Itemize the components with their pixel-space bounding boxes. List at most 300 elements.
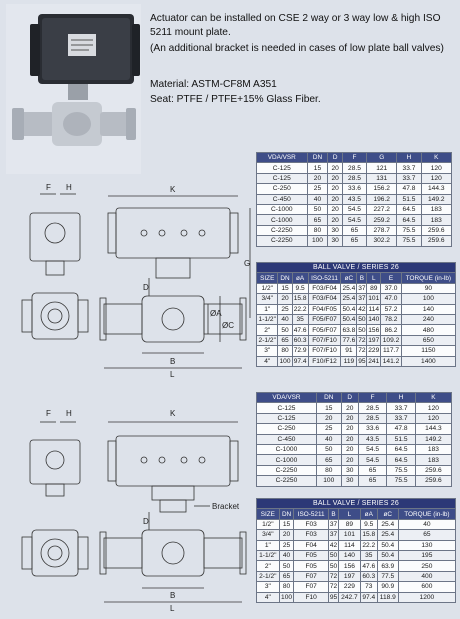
table-header-row bbox=[257, 153, 452, 163]
table-cell: 37.0 bbox=[381, 283, 401, 293]
table-cell: 2" bbox=[257, 561, 280, 571]
table-cell: 1" bbox=[257, 304, 278, 314]
table-cell: 50 bbox=[279, 561, 294, 571]
table-cell: 259.6 bbox=[415, 476, 451, 486]
table-cell: 650 bbox=[401, 335, 455, 345]
table-cell: 197 bbox=[339, 571, 361, 581]
table-cell: C-1000 bbox=[257, 444, 317, 454]
table-cell: 57.2 bbox=[381, 304, 401, 314]
table-row bbox=[257, 413, 452, 423]
table-cell: C-1000 bbox=[257, 215, 308, 225]
table-cell: 30 bbox=[341, 476, 358, 486]
table-cell: 400 bbox=[398, 571, 455, 581]
table-cell: 100 bbox=[401, 294, 455, 304]
table-body bbox=[257, 519, 456, 602]
label-B-2: B bbox=[170, 591, 176, 600]
table-cell: 20 bbox=[328, 194, 343, 204]
column-header: SIZE bbox=[257, 509, 280, 519]
table-cell: 195 bbox=[398, 550, 455, 560]
table-cell: 64.5 bbox=[387, 444, 416, 454]
table-row bbox=[257, 444, 452, 454]
table-cell: 30 bbox=[328, 225, 343, 235]
table-row bbox=[257, 204, 452, 214]
table-body bbox=[257, 163, 452, 246]
table-cell: 22.2 bbox=[360, 540, 377, 550]
column-header: ISO-5211 bbox=[308, 273, 341, 283]
table-cell: 1-1/2" bbox=[257, 314, 278, 324]
table-cell: F07 bbox=[294, 582, 328, 592]
table-cell: 90.9 bbox=[377, 582, 398, 592]
column-header: E bbox=[381, 273, 401, 283]
table-cell: 141.2 bbox=[382, 357, 400, 365]
column-header: VDA/VSR bbox=[257, 153, 308, 163]
table-cell: 250 bbox=[398, 561, 455, 571]
table-cell: 15.8 bbox=[360, 530, 377, 540]
table-cell: F05/F07 bbox=[308, 325, 341, 335]
table-row bbox=[257, 215, 452, 225]
table-cell: 60.3 bbox=[360, 571, 377, 581]
table-cell: 20 bbox=[279, 530, 294, 540]
table-cell: 100 bbox=[316, 476, 341, 486]
table-cell: 25 bbox=[279, 540, 294, 550]
table-cell: 65 bbox=[342, 236, 366, 246]
table-cell: 65 bbox=[398, 530, 455, 540]
table-cell: 15 bbox=[307, 163, 328, 173]
table-row bbox=[257, 294, 456, 304]
intro-line-3: (An additional bracket is needed in cases of low plate ball valves) bbox=[150, 43, 444, 54]
table-cell: 50 bbox=[358, 326, 366, 334]
table-cell: 20 bbox=[328, 204, 343, 214]
seat-text: Seat: PTFE / PTFE+15% Glass Fiber. bbox=[150, 94, 321, 105]
table-cell: F05 bbox=[294, 550, 328, 560]
table-cell: C-450 bbox=[257, 434, 317, 444]
table-cell: 40 bbox=[316, 434, 341, 444]
table-cell: 140 bbox=[401, 304, 455, 314]
column-header: DN bbox=[278, 273, 292, 283]
table-cell: 20 bbox=[341, 455, 358, 465]
column-header: F bbox=[342, 153, 366, 163]
table-cell: 40 bbox=[278, 314, 292, 324]
table-cell: 37 bbox=[358, 284, 366, 292]
table-cell: 20 bbox=[341, 403, 358, 413]
label-H-2: H bbox=[66, 409, 72, 418]
table-cell: 25.4 bbox=[342, 295, 356, 303]
table-cell: 278.7 bbox=[366, 225, 396, 235]
table-cell: 91 bbox=[341, 346, 357, 356]
table-cell: 25.4 bbox=[342, 284, 356, 292]
table-cell: 20 bbox=[278, 294, 292, 304]
table-cell: 42 bbox=[358, 305, 366, 313]
table-cell: 1/2" bbox=[257, 519, 280, 529]
table-cell: 47.6 bbox=[360, 561, 377, 571]
column-header: F bbox=[358, 393, 387, 403]
table-cell: 183 bbox=[421, 215, 452, 225]
table-row bbox=[257, 582, 456, 592]
table-row bbox=[257, 173, 452, 183]
table-cell: 47.8 bbox=[397, 184, 421, 194]
table-cell: 65 bbox=[342, 225, 366, 235]
table-cell: 156.2 bbox=[366, 184, 396, 194]
table-cell: 25.4 bbox=[377, 530, 398, 540]
table-cell: 227.2 bbox=[366, 204, 396, 214]
table-cell: 1/2" bbox=[257, 283, 278, 293]
table-row bbox=[257, 194, 452, 204]
table-cell: 3" bbox=[257, 582, 280, 592]
table-row bbox=[257, 530, 456, 540]
table-cell: 33.7 bbox=[397, 163, 421, 173]
table-cell: 2-1/2" bbox=[257, 335, 278, 345]
table-row bbox=[257, 434, 452, 444]
table-cell: 72 bbox=[329, 572, 338, 580]
table-cell: 89 bbox=[339, 519, 361, 529]
table-cell: 77.6 bbox=[342, 336, 356, 344]
table-cell: 33.7 bbox=[397, 173, 421, 183]
table-cell: 89 bbox=[367, 283, 381, 293]
table-cell: 130 bbox=[398, 540, 455, 550]
table-cell: 22.2 bbox=[293, 305, 307, 313]
table-cell: 73 bbox=[360, 582, 377, 592]
column-header: H bbox=[387, 393, 416, 403]
table-cell: 65 bbox=[316, 455, 341, 465]
table-cell: 120 bbox=[415, 413, 451, 423]
table-cell: 25.4 bbox=[377, 519, 398, 529]
table-cell: 259.6 bbox=[421, 236, 452, 246]
table-cell: 100 bbox=[307, 236, 328, 246]
table-cell: C-1000 bbox=[257, 204, 308, 214]
table-cell: 100 bbox=[281, 593, 293, 601]
table-row bbox=[257, 346, 456, 356]
table-cell: 3/4" bbox=[257, 530, 280, 540]
ball-valve-table-2 bbox=[256, 498, 456, 603]
table-cell: 2-1/2" bbox=[257, 571, 280, 581]
table-cell: C-1000 bbox=[257, 455, 317, 465]
table-cell: 80 bbox=[278, 346, 292, 356]
table-cell: 28.5 bbox=[342, 163, 366, 173]
table-cell: C-2250 bbox=[257, 225, 308, 235]
table-cell: 1-1/2" bbox=[257, 550, 280, 560]
table-cell: C-125 bbox=[257, 163, 308, 173]
table-cell: 33.6 bbox=[342, 184, 366, 194]
table-cell: 117.7 bbox=[381, 346, 401, 356]
column-header: SIZE bbox=[257, 273, 278, 283]
table-cell: 50 bbox=[316, 444, 341, 454]
table-cell: 95 bbox=[358, 357, 366, 365]
table-row bbox=[257, 184, 452, 194]
table-cell: 156 bbox=[368, 326, 380, 334]
column-header: L bbox=[367, 273, 381, 283]
material-text: Material: ASTM-CF8M A351 bbox=[150, 79, 277, 90]
table-cell: F10/F12 bbox=[308, 356, 341, 366]
table-cell: F03 bbox=[294, 519, 328, 529]
table-cell: 15 bbox=[279, 519, 294, 529]
table-cell: C-125 bbox=[257, 173, 308, 183]
table-cell: 90 bbox=[401, 283, 455, 293]
table-cell: C-125 bbox=[257, 413, 317, 423]
table-row bbox=[257, 592, 456, 602]
table-cell: 30 bbox=[341, 465, 358, 475]
table-row bbox=[257, 561, 456, 571]
table-cell: 80 bbox=[279, 582, 294, 592]
table-row bbox=[257, 571, 456, 581]
column-header: K bbox=[415, 393, 451, 403]
table-cell: 100 bbox=[279, 357, 291, 365]
table-cell: 95 bbox=[329, 593, 338, 601]
table-cell: 47.6 bbox=[293, 326, 307, 334]
table-cell: 101 bbox=[339, 530, 361, 540]
column-header: H bbox=[397, 153, 421, 163]
table-cell: 51.5 bbox=[397, 194, 421, 204]
table-cell: 121 bbox=[366, 163, 396, 173]
column-header: øC bbox=[341, 273, 357, 283]
table-cell: 259.2 bbox=[366, 215, 396, 225]
table-cell: F04/F05 bbox=[308, 304, 341, 314]
table-cell: 600 bbox=[398, 582, 455, 592]
table-row bbox=[257, 403, 452, 413]
table-cell: 120 bbox=[421, 163, 452, 173]
table-row bbox=[257, 550, 456, 560]
table-cell: 241 bbox=[368, 357, 380, 365]
table-cell: 65 bbox=[278, 335, 292, 345]
table-cell: 15 bbox=[316, 403, 341, 413]
table-cell: 149.2 bbox=[421, 194, 452, 204]
table-cell: 144.3 bbox=[415, 424, 451, 434]
column-header: øA bbox=[292, 273, 308, 283]
label-L: L bbox=[170, 370, 175, 378]
table-cell: 1" bbox=[257, 540, 280, 550]
ball-valve-table-1 bbox=[256, 262, 456, 367]
table-row bbox=[257, 236, 452, 246]
table-cell: 72 bbox=[358, 347, 366, 355]
table-cell: 40 bbox=[398, 519, 455, 529]
table-cell: 60.3 bbox=[293, 336, 307, 344]
product-photo bbox=[6, 4, 141, 174]
table-cell: 80 bbox=[307, 225, 328, 235]
column-header: DN bbox=[279, 509, 294, 519]
table-cell: 156 bbox=[339, 561, 361, 571]
label-H: H bbox=[66, 183, 72, 192]
table-cell: F10 bbox=[294, 592, 328, 602]
table-cell: 1400 bbox=[401, 356, 455, 366]
table-cell: 20 bbox=[341, 413, 358, 423]
table-cell: 50.4 bbox=[342, 316, 356, 324]
column-header: TORQUE (in-lb) bbox=[398, 509, 455, 519]
table-cell: C-450 bbox=[257, 194, 308, 204]
table-cell: 54.5 bbox=[358, 444, 387, 454]
table-cell: 54.5 bbox=[342, 204, 366, 214]
table-cell: 65 bbox=[358, 465, 387, 475]
table-cell: 240 bbox=[401, 314, 455, 324]
table-cell: F07/F10 bbox=[308, 335, 341, 345]
column-header: B bbox=[357, 273, 367, 283]
table-cell: 259.6 bbox=[421, 225, 452, 235]
table-body bbox=[257, 403, 452, 486]
label-F: F bbox=[46, 183, 51, 192]
table-cell: 97.4 bbox=[360, 592, 377, 602]
intro-line-1: Actuator can be installed on CSE 2 way or 3 way low & high ISO bbox=[150, 13, 441, 24]
table-cell: 25 bbox=[307, 184, 328, 194]
table-cell: 114 bbox=[339, 540, 361, 550]
column-header: DN bbox=[307, 153, 328, 163]
actuator-table-2 bbox=[256, 392, 452, 487]
table-cell: 114 bbox=[368, 305, 380, 313]
table-cell: 242.7 bbox=[339, 592, 361, 602]
table-cell: 50 bbox=[329, 562, 338, 570]
column-header: VDA/VSR bbox=[257, 393, 317, 403]
table-cell: 118.9 bbox=[377, 592, 398, 602]
table-cell: C-250 bbox=[257, 424, 317, 434]
label-G: G bbox=[244, 259, 251, 268]
table-cell: 50 bbox=[358, 316, 366, 324]
table-row bbox=[257, 283, 456, 293]
table-cell: 33.7 bbox=[387, 413, 416, 423]
label-D-2: D bbox=[143, 517, 149, 526]
table-cell: F05/F07 bbox=[308, 314, 341, 324]
table-cell: 9.5 bbox=[360, 519, 377, 529]
table-cell: 35 bbox=[292, 314, 308, 324]
table-cell: 131 bbox=[366, 173, 396, 183]
label-phiC: ØC bbox=[222, 321, 234, 330]
table-row bbox=[257, 455, 452, 465]
table-cell: 40 bbox=[279, 550, 294, 560]
table-cell: 63.8 bbox=[342, 326, 356, 334]
table-cell: 197 bbox=[368, 336, 380, 344]
table-cell: 20 bbox=[328, 173, 343, 183]
table-cell: 75.5 bbox=[387, 476, 416, 486]
table-cell: 15 bbox=[278, 283, 292, 293]
table-cell: 65 bbox=[358, 476, 387, 486]
table-cell: 120 bbox=[415, 403, 451, 413]
table-cell: 1200 bbox=[398, 592, 455, 602]
intro-line-2: 5211 mount plate. bbox=[150, 27, 231, 38]
table-row bbox=[257, 335, 456, 345]
table-cell: 120 bbox=[421, 173, 452, 183]
table-cell: 20 bbox=[341, 424, 358, 434]
table-cell: 78.2 bbox=[381, 314, 401, 324]
table-cell: 1150 bbox=[401, 346, 455, 356]
table-cell: 28.5 bbox=[358, 413, 387, 423]
table-cell: 42 bbox=[329, 541, 338, 549]
column-header: B bbox=[328, 509, 338, 519]
table-cell: 51.5 bbox=[387, 434, 416, 444]
label-bracket: Bracket bbox=[212, 502, 240, 511]
table-cell: 302.2 bbox=[366, 236, 396, 246]
table-cell: 33.6 bbox=[358, 424, 387, 434]
table-cell: 47.0 bbox=[381, 294, 401, 304]
table-cell: 43.5 bbox=[358, 434, 387, 444]
table-body bbox=[257, 283, 456, 366]
column-header: øC bbox=[377, 509, 398, 519]
table-row bbox=[257, 225, 452, 235]
table-cell: 64.5 bbox=[387, 455, 416, 465]
table-cell: 50 bbox=[329, 552, 338, 560]
table-cell: 259.6 bbox=[415, 465, 451, 475]
table-cell: 65 bbox=[307, 215, 328, 225]
table-cell: 50.4 bbox=[377, 550, 398, 560]
label-D: D bbox=[143, 283, 149, 292]
table-cell: 97.4 bbox=[293, 357, 307, 365]
table-cell: 20 bbox=[341, 444, 358, 454]
column-header: DN bbox=[316, 393, 341, 403]
table-caption: BALL VALVE / SERIES 26 bbox=[257, 499, 456, 509]
column-header: ISO-5211 bbox=[294, 509, 328, 519]
table-row bbox=[257, 314, 456, 324]
table-cell: 229 bbox=[368, 347, 380, 355]
table-row bbox=[257, 163, 452, 173]
column-header: TORQUE (in-lb) bbox=[401, 273, 455, 283]
table-cell: 50 bbox=[307, 204, 328, 214]
table-header-row bbox=[257, 393, 452, 403]
actuator-table-1 bbox=[256, 152, 452, 247]
table-cell: 144.3 bbox=[421, 184, 452, 194]
table-cell: 9.5 bbox=[292, 283, 308, 293]
table-cell: 25 bbox=[278, 304, 292, 314]
table-cell: 2" bbox=[257, 325, 278, 335]
table-row bbox=[257, 476, 452, 486]
table-row bbox=[257, 424, 452, 434]
table-cell: 50.4 bbox=[342, 305, 356, 313]
table-caption: BALL VALVE / SERIES 26 bbox=[257, 263, 456, 273]
table-cell: F03 bbox=[294, 530, 328, 540]
table-row bbox=[257, 540, 456, 550]
table-cell: 25 bbox=[316, 424, 341, 434]
table-cell: 37 bbox=[329, 520, 338, 528]
table-cell: 72 bbox=[329, 583, 338, 591]
table-cell: 101 bbox=[368, 295, 380, 303]
table-cell: 480 bbox=[401, 325, 455, 335]
table-cell: 75.5 bbox=[397, 236, 421, 246]
table-cell: 80 bbox=[316, 465, 341, 475]
table-cell: C-2250 bbox=[257, 465, 317, 475]
table-row bbox=[257, 304, 456, 314]
table-cell: 183 bbox=[421, 204, 452, 214]
table-cell: 40 bbox=[307, 194, 328, 204]
table-cell: 54.5 bbox=[358, 455, 387, 465]
table-cell: 140 bbox=[368, 316, 380, 324]
table-cell: 4" bbox=[257, 356, 278, 366]
table-cell: 20 bbox=[341, 434, 358, 444]
table-cell: 77.5 bbox=[377, 571, 398, 581]
column-header: D bbox=[341, 393, 358, 403]
table-cell: 64.5 bbox=[397, 215, 421, 225]
table-row bbox=[257, 519, 456, 529]
table-cell: 20 bbox=[328, 215, 343, 225]
column-header: D bbox=[328, 153, 343, 163]
table-cell: F03/F04 bbox=[308, 294, 341, 304]
table-cell: 75.5 bbox=[387, 465, 416, 475]
table-cell: F04 bbox=[294, 540, 328, 550]
table-cell: 72.9 bbox=[293, 347, 307, 355]
label-L-2: L bbox=[170, 604, 175, 612]
label-K-2: K bbox=[170, 409, 176, 418]
table-cell: 33.7 bbox=[387, 403, 416, 413]
table-cell: 15.8 bbox=[293, 295, 307, 303]
table-row bbox=[257, 325, 456, 335]
table-cell: 20 bbox=[328, 184, 343, 194]
table-cell: C-125 bbox=[257, 403, 317, 413]
table-cell: C-2250 bbox=[257, 476, 317, 486]
dimension-drawing-1 bbox=[4, 178, 254, 378]
table-cell: 30 bbox=[328, 236, 343, 246]
table-cell: 63.9 bbox=[377, 561, 398, 571]
column-header: øA bbox=[360, 509, 377, 519]
column-header: L bbox=[339, 509, 361, 519]
table-cell: 109.2 bbox=[382, 336, 400, 344]
table-cell: F07/F10 bbox=[308, 346, 341, 356]
table-cell: 50.4 bbox=[377, 540, 398, 550]
table-cell: 3" bbox=[257, 346, 278, 356]
table-cell: F07 bbox=[294, 571, 328, 581]
table-cell: 20 bbox=[328, 163, 343, 173]
